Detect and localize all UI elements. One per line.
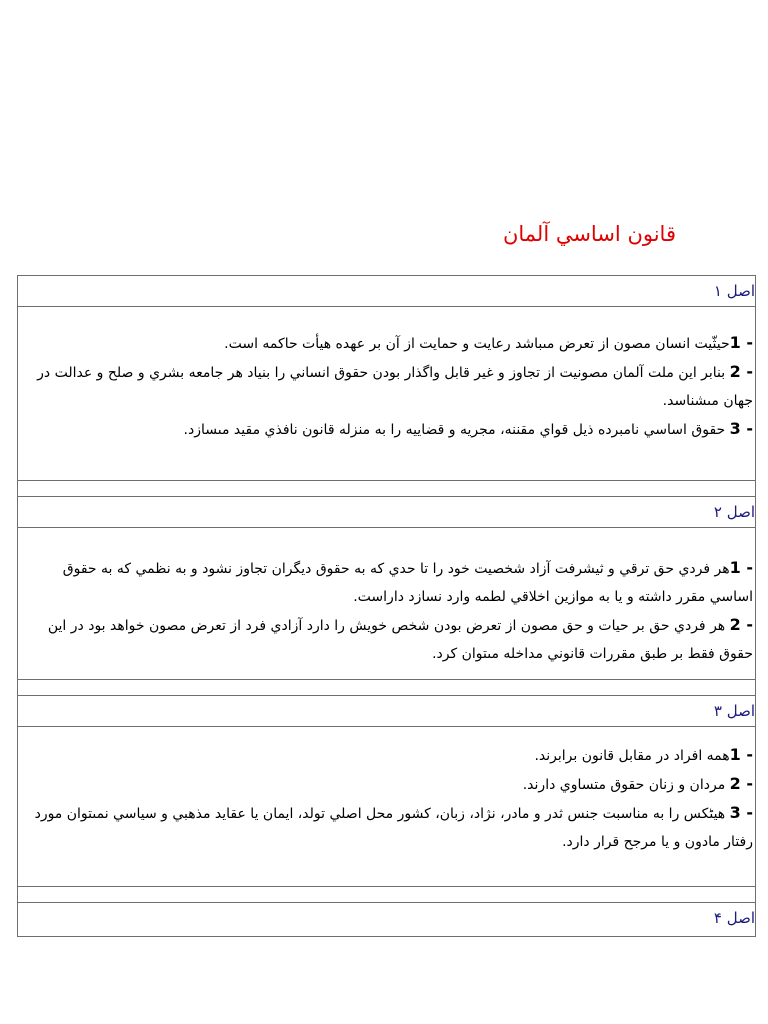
article-3-clause-3 [28,799,753,856]
article-1-clause-2 [28,358,753,415]
clause-text: مردان و زنان حقوق متساوي دارند. [522,777,726,793]
article-4-heading: اصل ۴ [713,909,755,927]
article-3-heading: اصل ۳ [18,696,755,727]
clause-text: هر فردي حق بر حيات و حق مصون از تعرض بودن شخص خويش را دارد آزادي فرد از تعرض مصون خواهد بود در اين حقوق فقط بر طبق مقررات قانوني مداخله مىتوان كرد. [47,618,753,662]
row-divider [18,887,755,903]
article-1-body [18,307,755,481]
article-3-body [18,727,755,887]
clause-text: بنابر اين ملت آلمان مصونيت از تجاوز و غير قابل واگذار بودن حقوق انساني را بنياد هر جامعه بشري و صلح و عدالت در جهان مىشناسد. [37,365,753,409]
document-title: قانون اساسي آلمان [502,222,676,246]
row-divider [18,680,755,696]
clause-text: حيثّيت انسان مصون از تعرض مىباشد رعايت و حمايت از آن بر عهده هيأت حاكمه است. [224,336,730,352]
articles-table [17,275,756,937]
clause-text: هر فردي حق ترقي و ثيشرفت آزاد شخصيت خود را تا حدي كه به حقوق ديگران تجاوز نشود و به نظمي كه به حقوق اساسي مقرر داشته و يا به موازين اخلاقي لطمه وارد نسازد داراست. [62,561,753,605]
article-3-clause-2 [28,770,753,799]
article-3-clause-1 [28,741,753,770]
article-2-body [18,528,755,680]
clause-number: - 3 [729,419,753,438]
article-2-clause-1 [28,554,753,611]
article-2-heading: اصل ۲ [18,497,755,528]
clause-number: - 2 [729,362,753,381]
clause-number: - 1 [729,745,753,764]
article-1-clause-3 [28,415,753,444]
article-1-clause-1 [28,329,753,358]
clause-text: حقوق اساسي نامبرده ذيل قواي مقننه، مجريه و قضاييه را به منزله قانون نافذي مقيد مىسازد. [183,422,726,438]
clause-number: - 3 [729,803,753,822]
article-2-clause-2 [28,611,753,668]
clause-text: هيڻكس را به مناسبت جنس ثدر و مادر، نژاد، زبان، كشور محل اصلي تولد، ايمان يا عقايد مذهبي و سياسي نمىتوان مورد رفتار مادون و يا مرجح قرار دارد. [34,806,753,850]
clause-number: - 2 [729,774,753,793]
article-1-heading: اصل ۱ [18,276,755,307]
clause-number: - 2 [729,615,753,634]
row-divider [18,481,755,497]
clause-text: همه افراد در مقابل قانون برابرند. [534,748,730,764]
clause-number: - 1 [729,558,753,577]
clause-number: - 1 [729,333,753,352]
